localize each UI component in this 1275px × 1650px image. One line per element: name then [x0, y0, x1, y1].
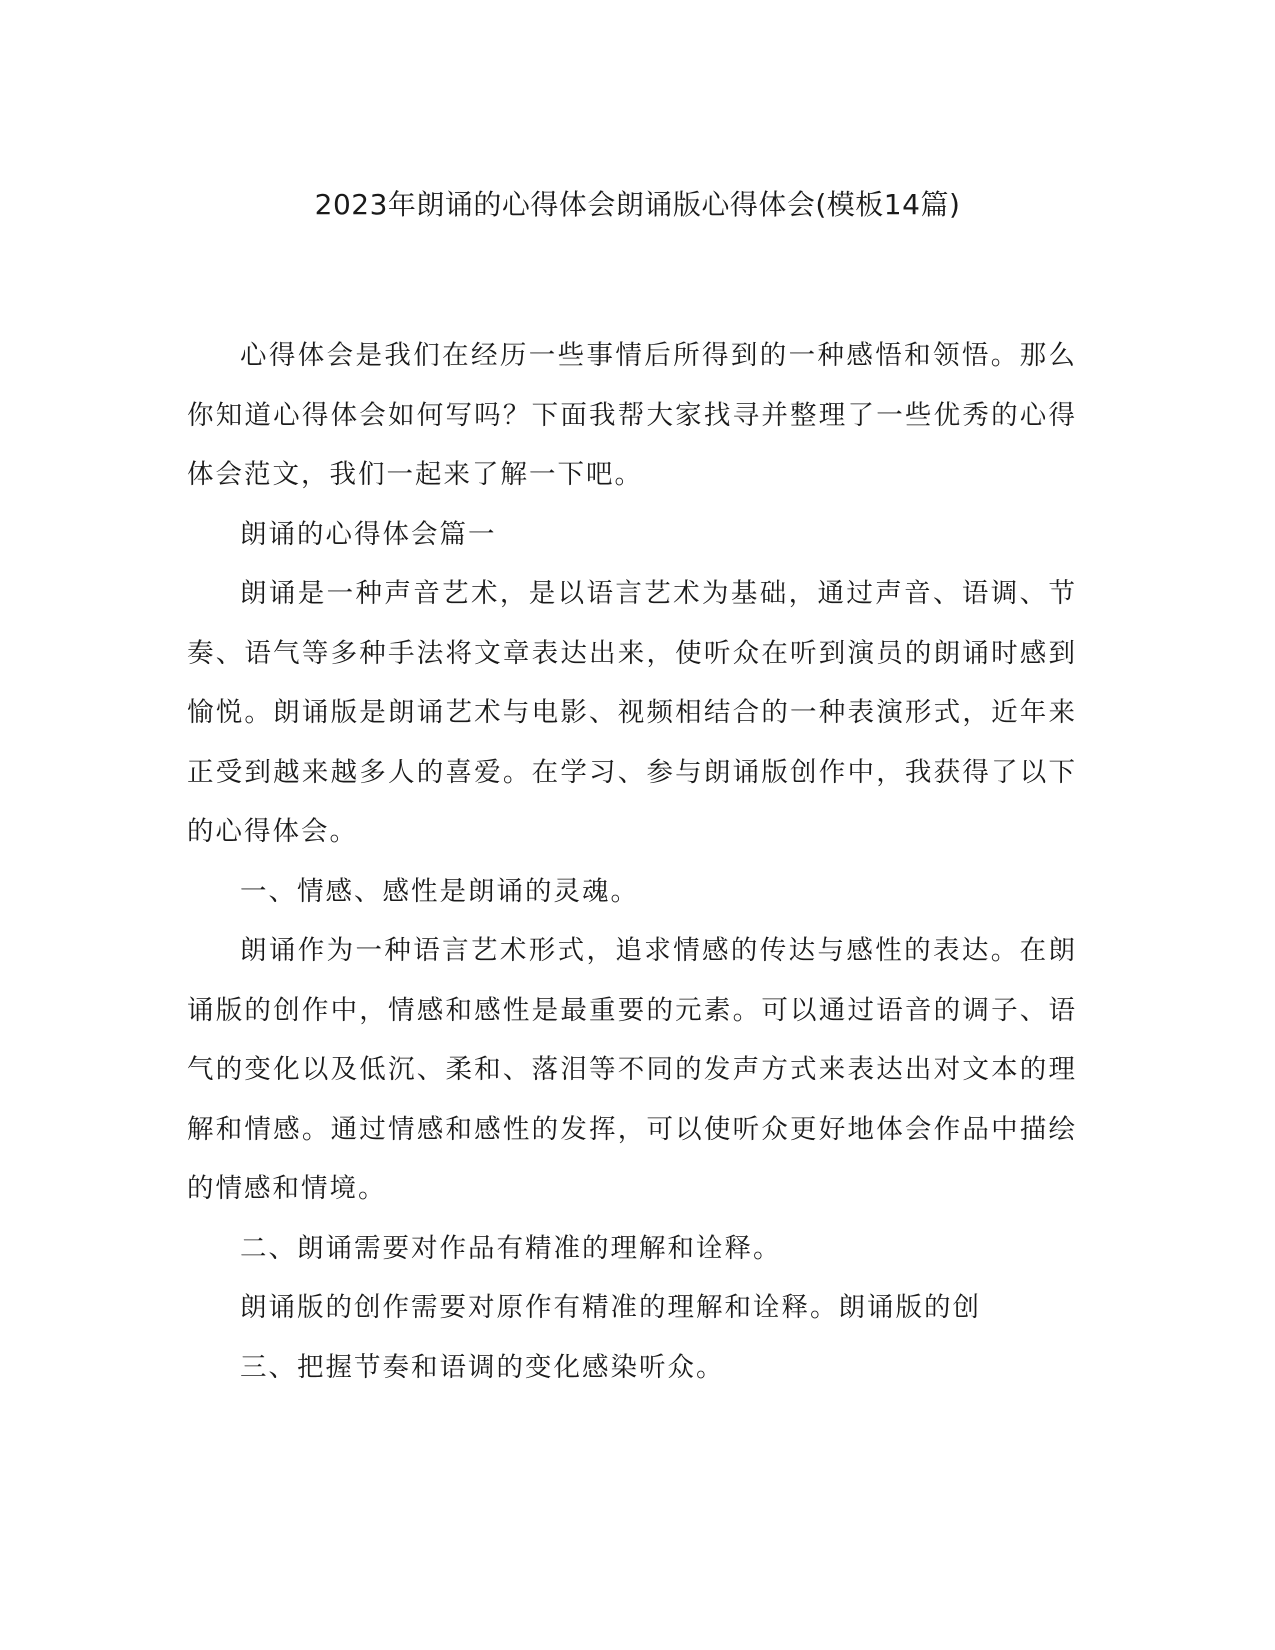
document-title: 2023年朗诵的心得体会朗诵版心得体会(模板14篇) — [314, 188, 961, 221]
body-paragraph: 朗诵作为一种语言艺术形式，追求情感的传达与感性的表达。在朗诵版的创作中，情感和感性是最重要的元素。可以通过语音的调子、语气的变化以及低沉、柔和、落泪等不同的发声方式来表达出对文本的理解和情感。通过情感和感性的发挥，可以使听众更好地体会作品中描绘的情感和情境。 — [187, 935, 1077, 1204]
point-heading-three: 三、把握节奏和语调的变化感染听众。 — [240, 1351, 725, 1383]
section-heading-part-one: 朗诵的心得体会篇一 — [240, 518, 497, 550]
body-paragraph: 朗诵是一种声音艺术，是以语言艺术为基础，通过声音、语调、节奏、语气等多种手法将文章表达出来，使听众在听到演员的朗诵时感到愉悦。朗诵版是朗诵艺术与电影、视频相结合的一种表演形式，近年来正受到越来越多人的喜爱。在学习、参与朗诵版创作中，我获得了以下的心得体会。 — [187, 578, 1077, 847]
intro-paragraph: 心得体会是我们在经历一些事情后所得到的一种感悟和领悟。那么你知道心得体会如何写吗？下面我帮大家找寻并整理了一些优秀的心得体会范文，我们一起来了解一下吧。 — [187, 340, 1077, 490]
document-body — [187, 326, 1077, 1397]
body-paragraph: 朗诵版的创作需要对原作有精准的理解和诠释。朗诵版的创 — [240, 1292, 981, 1323]
point-heading-two: 二、朗诵需要对作品有精准的理解和诠释。 — [240, 1232, 782, 1264]
point-heading-one: 一、情感、感性是朗诵的灵魂。 — [240, 875, 639, 907]
